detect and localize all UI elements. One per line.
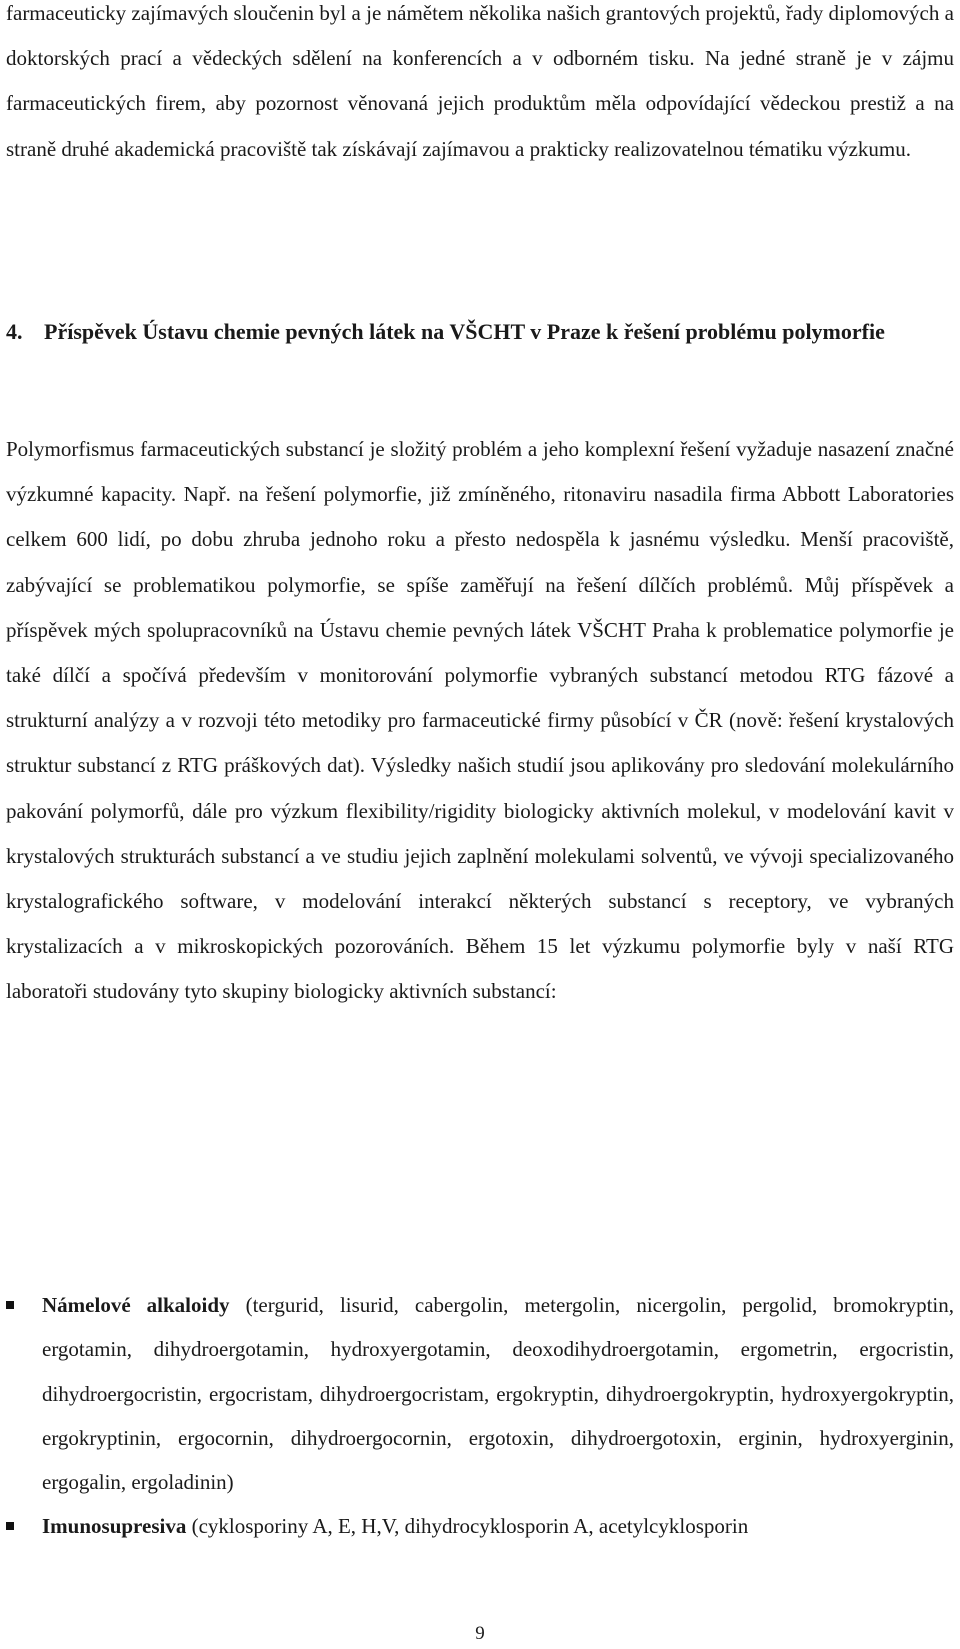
list-item-term: Imunosupresiva (42, 1514, 187, 1539)
substance-list (0, 1283, 960, 1549)
body-paragraph: Polymorfismus farmaceutických substancí je složitý problém a jeho komplexní řešení vyžaduje nasazení značné výzkumné kapacity. Např. na řešení polymorfie, již zmíněného, ritonaviru nasadila firma Abbott Laboratories celkem 600 lidí, po dobu zhruba jednoho roku a přesto nedospěla k jasnému výsledku. Menší pracoviště, zabývající se problematikou polymorfie, se spíše zaměřují na řešení dílčích problémů. Můj příspěvek a příspěvek mých spolupracovníků na Ústavu chemie pevných látek VŠCHT Praha k problematice polymorfie je také dílčí a spočívá především v monitorování polymorfie vybraných substancí metodou RTG fázové a strukturní analýzy a v rozvoji této metodiky pro farmaceutické firmy působící v ČR (nově: řešení krystalových struktur substancí z RTG práškových dat). Výsledky našich studií jsou aplikovány pro sledování molekulárního pakování polymorfů, dále pro výzkum flexibility/rigidity biologicky aktivních molekul, v modelování kavit v krystalových strukturách substancí a ve studiu jejich zaplnění molekulami solventů, ve vývoji specializovaného krystalografického software, v modelování interakcí některých substancí s receptory, ve vybraných krystalizacích a v mikroskopických pozorováních. Během 15 let výzkumu polymorfie byly v naší RTG laboratoři studovány tyto skupiny biologicky aktivních substancí: (6, 437, 954, 1004)
list-item-text: (cyklosporiny A, E, H,V, dihydrocyklosporin A, acetylcyklosporin (186, 1514, 749, 1539)
list-item-text: (tergurid, lisurid, cabergolin, metergolin, nicergolin, pergolid, bromokryptin, ergotamin, dihydroergotamin, hydroxyergotamin, deoxodihydroergotamin, ergometrin, ergocristin, dihydroergocristin, ergocristam, dihydroergocristam, ergokryptin, dihydroergokryptin, hydroxyergokryptin, ergokryptinin, ergocornin, dihydroergocornin, ergotoxin, dihydroergotoxin, erginin, hydroxyerginin, ergogalin, ergoladinin) (42, 1293, 955, 1495)
list-item (0, 1283, 954, 1504)
section-heading (6, 309, 954, 354)
page-number: 9 (475, 1623, 485, 1644)
list-item (0, 1504, 954, 1548)
section-number: 4. (6, 319, 23, 344)
square-bullet-icon (6, 1301, 14, 1309)
intro-paragraph: farmaceuticky zajímavých sloučenin byl a je námětem několika našich grantových projektů, řady diplomových a doktorských prací a vědeckých sdělení na konferencích a v odborném tisku. Na jedné straně je v zájmu farmaceutických firem, aby pozornost věnovaná jejich produktům měla odpovídající vědeckou prestiž a na straně druhé akademická pracoviště tak získávají zajímavou a prakticky realizovatelnou tématiku výzkumu. (6, 1, 954, 161)
section-title: Příspěvek Ústavu chemie pevných látek na VŠCHT v Praze k řešení problému polymorfie (44, 319, 885, 344)
list-item-term: Námelové alkaloidy (42, 1293, 230, 1317)
square-bullet-icon (6, 1522, 14, 1530)
